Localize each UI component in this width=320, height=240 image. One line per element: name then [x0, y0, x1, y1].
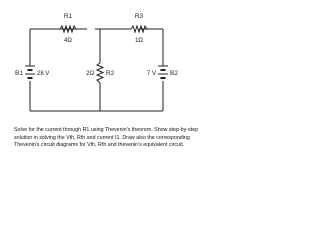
problem-statement: Solve for the current through R1 using Thevenin's theorem. Show step-by-step solution in solving the Vth, Rth and current I1. Draw also the corresponding Thevenin's circuit diagrams for Vth, Rth and thevenin's equivalent circuit. — [14, 127, 199, 149]
b1-value: 28 V — [37, 71, 50, 77]
r2-value: 2Ω — [86, 71, 94, 77]
r2-label: R2 — [106, 70, 115, 77]
r1-value: 4Ω — [64, 38, 72, 44]
r3-label: R3 — [134, 13, 144, 20]
circuit-diagram — [0, 0, 200, 120]
resistor-r2 — [97, 63, 103, 83]
b2-label: B2 — [170, 70, 178, 77]
r3-value: 1Ω — [135, 38, 143, 44]
battery-b1-symbol — [25, 66, 35, 78]
r1-label: R1 — [63, 13, 73, 20]
b2-value: 7 V — [146, 71, 156, 77]
battery-b2-symbol — [158, 66, 168, 78]
b1-label: B1 — [15, 70, 23, 77]
